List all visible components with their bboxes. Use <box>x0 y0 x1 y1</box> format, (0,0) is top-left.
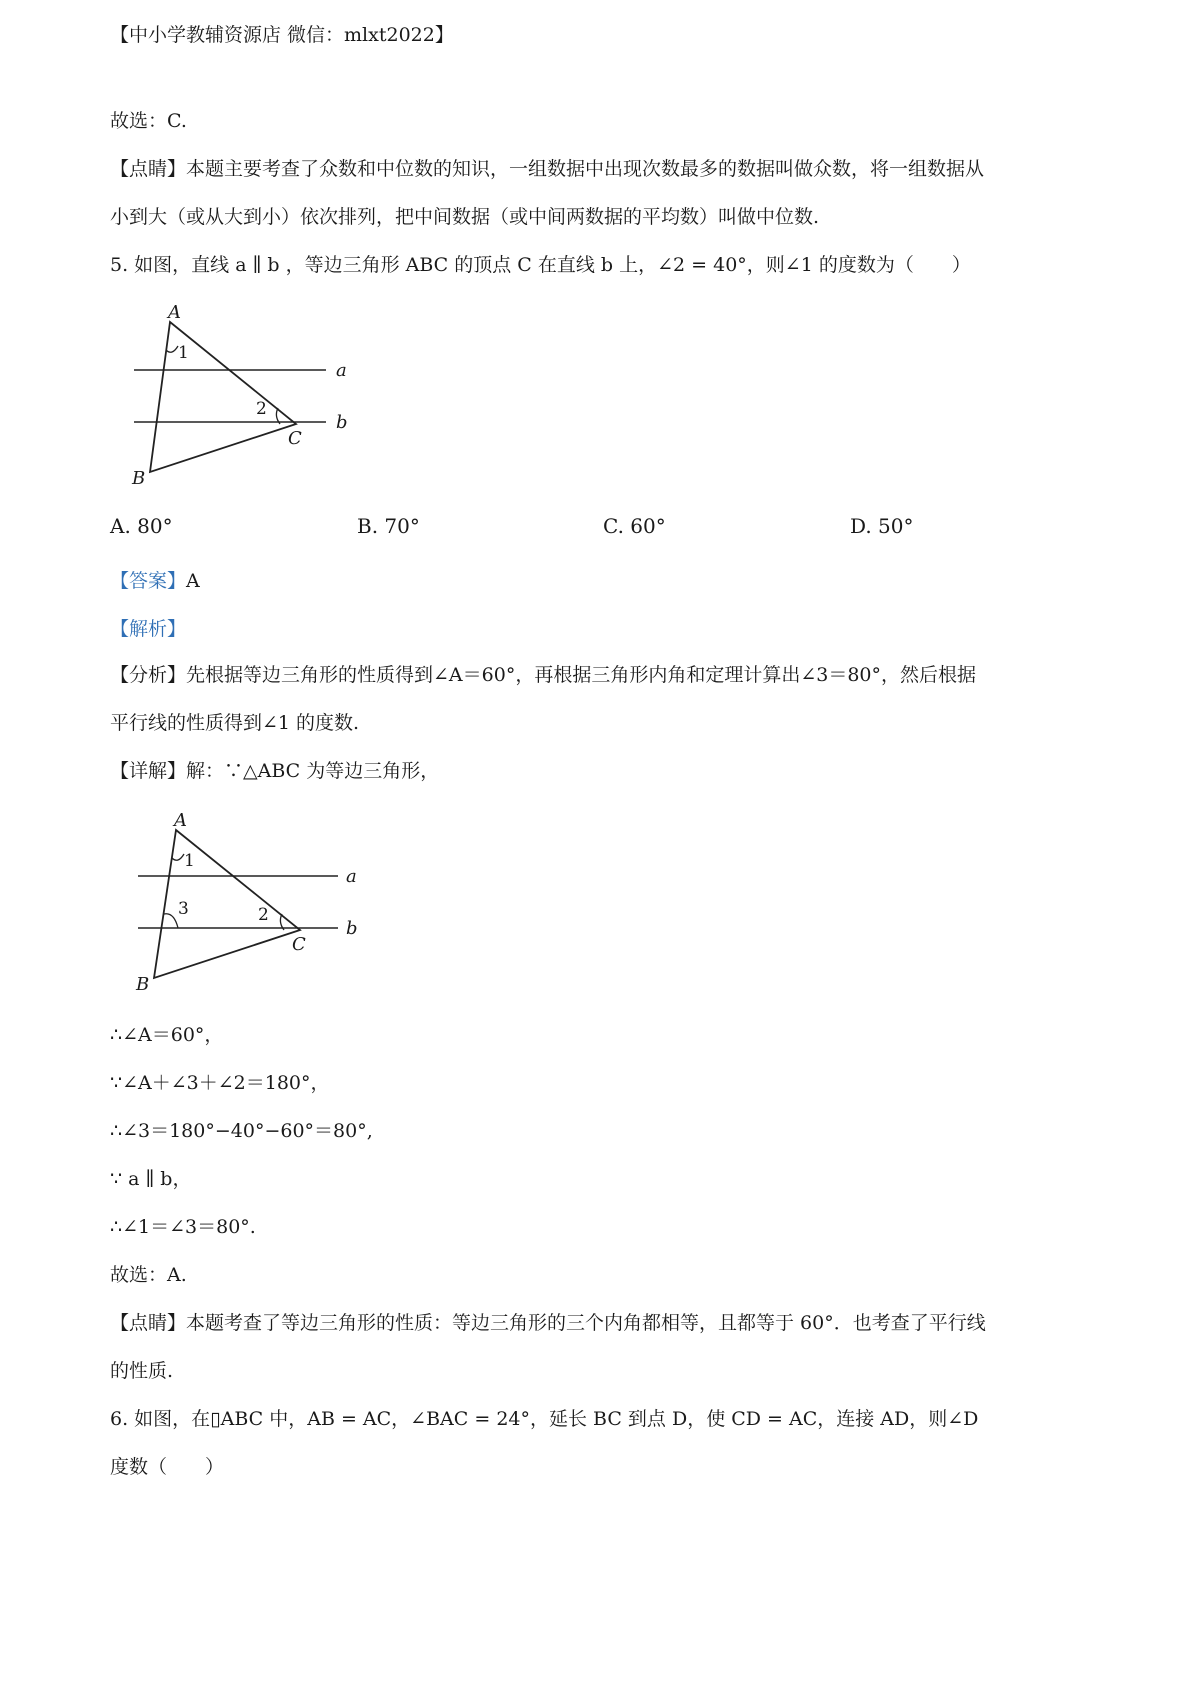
text-line: 【详解】解：∵△ABC 为等边三角形， <box>110 760 440 782</box>
angle-label: 3 <box>178 899 189 919</box>
vertex-label: B <box>136 974 150 995</box>
figure-parallel-lines-triangle-1 <box>120 300 360 490</box>
angle-label: 2 <box>256 399 267 419</box>
vertex-label: C <box>288 428 302 449</box>
step-line: 【点睛】本题考查了等边三角形的性质：等边三角形的三个内角都相等，且都等于 60°．也考查了平行线 <box>110 1312 986 1334</box>
step-line: ∵ a ∥ b， <box>110 1168 192 1190</box>
angle-label: 1 <box>178 343 189 363</box>
line-label: a <box>336 360 347 381</box>
text-line: 故选：C. <box>110 110 187 132</box>
text-line: 【分析】先根据等边三角形的性质得到∠A＝60°，再根据三角形内角和定理计算出∠3＝80°，然后根据 <box>110 664 977 686</box>
step-line: ∴∠3＝180°−40°−60°＝80°, <box>110 1120 373 1142</box>
option-c: C. 60° <box>603 514 666 538</box>
figure-parallel-lines-triangle-2 <box>124 806 364 996</box>
option-a: A. 80° <box>110 514 173 538</box>
step-line: 故选：A. <box>110 1264 187 1286</box>
vertex-label: A <box>174 810 187 831</box>
step-line: 的性质. <box>110 1360 174 1382</box>
question-6: 6. 如图，在▯ABC 中，AB = AC，∠BAC = 24°，延长 BC 到点 D，使 CD = AC，连接 AD，则∠D <box>110 1408 979 1430</box>
option-b: B. 70° <box>357 514 420 538</box>
option-d: D. 50° <box>850 514 914 538</box>
answer-value: A <box>186 570 200 592</box>
answer-tag: 【答案】 <box>110 570 187 592</box>
step-line: ∴∠A＝60°， <box>110 1024 224 1046</box>
question-5: 5. 如图，直线 a ∥ b ，等边三角形 ABC 的顶点 C 在直线 b 上，∠2 = 40°，则∠1 的度数为（ ） <box>110 254 971 276</box>
line-label: a <box>346 866 357 887</box>
header-banner: 【中小学教辅资源店 微信：mlxt2022】 <box>110 24 454 46</box>
vertex-label: A <box>168 302 181 323</box>
angle-label: 1 <box>184 851 195 871</box>
text-line: 【点睛】本题主要考查了众数和中位数的知识，一组数据中出现次数最多的数据叫做众数，将一组数据从 <box>110 158 985 180</box>
step-line: ∵∠A＋∠3＋∠2＝180°， <box>110 1072 330 1094</box>
analysis-tag: 【解析】 <box>110 618 187 640</box>
vertex-label: C <box>292 934 306 955</box>
answer-line <box>110 566 200 593</box>
question-6-cont: 度数（ ） <box>110 1456 225 1478</box>
line-label: b <box>346 918 358 939</box>
step-line: ∴∠1＝∠3＝80°. <box>110 1216 256 1238</box>
angle-label: 2 <box>258 905 269 925</box>
text-line: 小到大（或从大到小）依次排列，把中间数据（或中间两数据的平均数）叫做中位数. <box>110 206 820 228</box>
vertex-label: B <box>132 468 146 489</box>
text-line: 平行线的性质得到∠1 的度数. <box>110 712 360 734</box>
line-label: b <box>336 412 348 433</box>
